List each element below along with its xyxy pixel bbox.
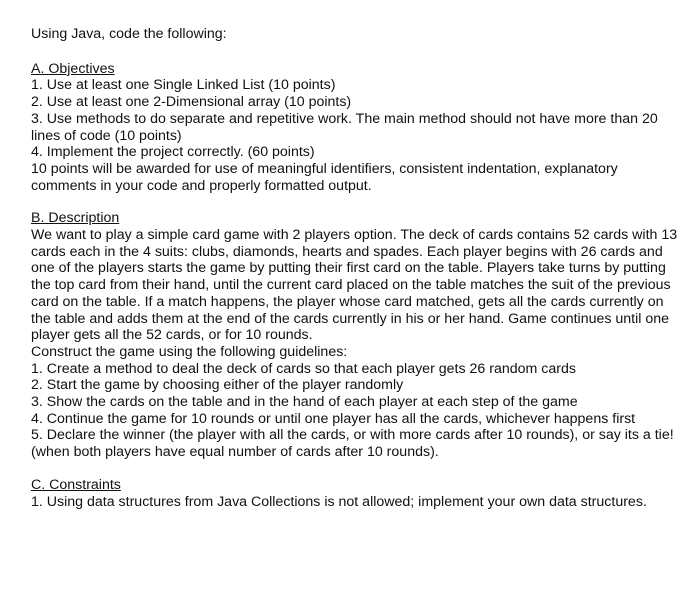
guidelines-intro: Construct the game using the following guidelines: xyxy=(31,343,348,360)
objectives-list xyxy=(31,77,682,161)
description-paragraph: We want to play a simple card game with 2 players option. The deck of cards contains 52 cards with 13 cards each in the 4 suits: clubs, diamonds, hearts and spades. Each player begins with 26 cards and one of the players starts the game by putting their first card on the table. Players take turns by putting the top card from their hand, until the current card placed on the table matches the suit of the previous card on the table. If a match happens, the player whose card matched, gets all the cards currently on the table and adds them at the end of the cards currently in his or her hand. Game continues until one player gets all the 52 cards, or for 10 rounds. xyxy=(31,227,678,344)
guideline-item-2: 2. Start the game by choosing either of the player randomly xyxy=(31,377,404,394)
objective-item-3: 3. Use methods to do separate and repetitive work. The main method should not have more than 20 lines of code (10 points) xyxy=(31,110,658,144)
objective-item-1: 1. Use at least one Single Linked List (10 points) xyxy=(31,77,336,94)
guideline-item-1: 1. Create a method to deal the deck of cards so that each player gets 26 random cards xyxy=(31,360,576,377)
constraints-heading: C. Constraints xyxy=(31,476,121,493)
constraint-item-1: 1. Using data structures from Java Collections is not allowed; implement your own data structures. xyxy=(31,493,647,510)
description-section xyxy=(31,210,682,461)
guideline-item-3: 3. Show the cards on the table and in the hand of each player at each step of the game xyxy=(31,394,578,411)
objective-item-2: 2. Use at least one 2-Dimensional array (10 points) xyxy=(31,94,352,111)
intro-text: Using Java, code the following: xyxy=(31,26,227,42)
description-heading: B. Description xyxy=(31,210,120,227)
objectives-heading: A. Objectives xyxy=(31,60,115,77)
objective-item-4: 4. Implement the project correctly. (60 points) xyxy=(31,144,315,161)
objectives-section xyxy=(31,61,682,195)
guideline-item-4: 4. Continue the game for 10 rounds or until one player has all the cards, whichever happens first xyxy=(31,410,636,427)
objectives-note: 10 points will be awarded for use of meaningful identifiers, consistent indentation, explanatory comments in your code and properly formatted output. xyxy=(31,160,618,194)
constraints-list xyxy=(31,494,682,511)
guidelines-list xyxy=(31,361,682,461)
constraints-section xyxy=(31,477,682,510)
guideline-item-5: 5. Declare the winner (the player with all the cards, or with more cards after 10 rounds), or say its a tie! (when both players have equal number of cards after 10 rounds). xyxy=(31,427,674,461)
